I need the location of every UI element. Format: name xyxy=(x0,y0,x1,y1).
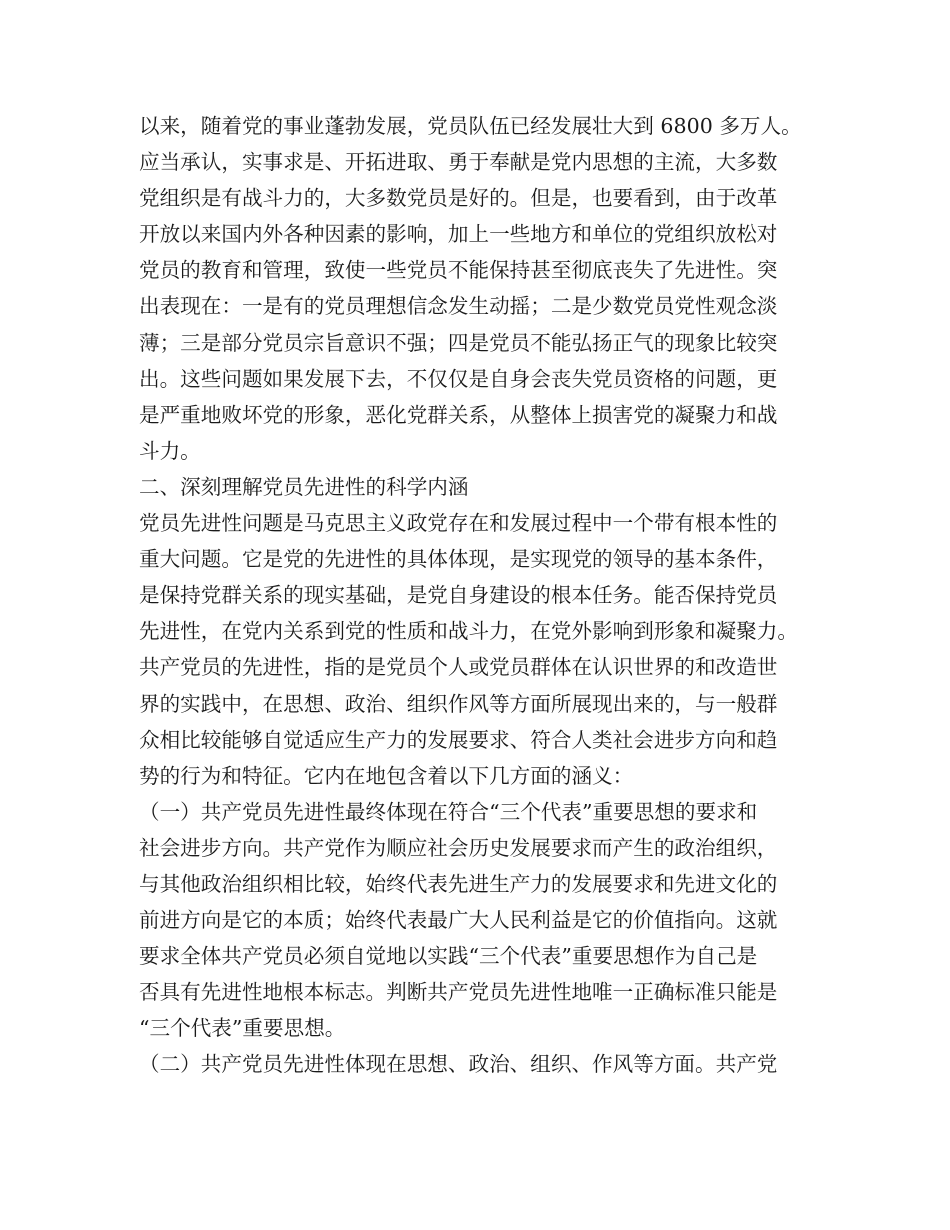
text-line: 重大问题。它是党的先进性的具体体现，是实现党的领导的基本条件， xyxy=(139,547,778,572)
text-line: 是保持党群关系的现实基础，是党自身建设的根本任务。能否保持党员 xyxy=(139,583,778,608)
text-line: 薄；三是部分党员宗旨意识不强；四是党员不能弘扬正气的现象比较突 xyxy=(139,330,778,355)
body-text xyxy=(139,108,829,1083)
subsection-heading: （二）共产党员先进性体现在思想、政治、组织、作风等方面。共产党 xyxy=(139,1052,778,1077)
text-line: 前进方向是它的本质；始终代表最广大人民利益是它的价值指向。这就 xyxy=(139,908,778,933)
text-line: 共产党员的先进性，指的是党员个人或党员群体在认识世界的和改造世 xyxy=(139,655,778,680)
subsection-heading: （一）共产党员先进性最终体现在符合“三个代表”重要思想的要求和 xyxy=(139,799,758,824)
text-line: 社会进步方向。共产党作为顺应社会历史发展要求而产生的政治组织， xyxy=(139,835,778,860)
text-line: 界的实践中，在思想、政治、组织作风等方面所展现出来的，与一般群 xyxy=(139,691,778,716)
text-line: 党员先进性问题是马克思主义政党存在和发展过程中一个带有根本性的 xyxy=(139,511,778,536)
text-line: 先进性，在党内关系到党的性质和战斗力，在党外影响到形象和凝聚力。 xyxy=(139,619,798,644)
text-line: 斗力。 xyxy=(139,438,201,463)
text-line: 要求全体共产党员必须自觉地以实践“三个代表”重要思想作为自己是 xyxy=(139,944,758,969)
text-line: “三个代表”重要思想。 xyxy=(139,1016,346,1041)
text-line: 否具有先进性地根本标志。判断共产党员先进性地唯一正确标准只能是 xyxy=(139,980,778,1005)
text-line: 应当承认，实事求是、开拓进取、勇于奉献是党内思想的主流，大多数 xyxy=(139,150,778,175)
text-line: 众相比较能够自觉适应生产力的发展要求、符合人类社会进步方向和趋 xyxy=(139,727,778,752)
text-line: 是严重地败坏党的形象，恶化党群关系，从整体上损害党的凝聚力和战 xyxy=(139,402,778,427)
text-line: 与其他政治组织相比较，始终代表先进生产力的发展要求和先进文化的 xyxy=(139,871,778,896)
text-line: 以来，随着党的事业蓬勃发展，党员队伍已经发展壮大到 6800 多万人。 xyxy=(139,114,802,138)
text-line: 出。这些问题如果发展下去，不仅仅是自身会丧失党员资格的问题，更 xyxy=(139,366,778,391)
text-line: 出表现在：一是有的党员理想信念发生动摇；二是少数党员党性观念淡 xyxy=(139,294,778,319)
text-line: 党员的教育和管理，致使一些党员不能保持甚至彻底丧失了先进性。突 xyxy=(139,258,778,283)
text-line: 开放以来国内外各种因素的影响，加上一些地方和单位的党组织放松对 xyxy=(139,222,778,247)
section-heading: 二、深刻理解党员先进性的科学内涵 xyxy=(139,474,469,499)
text-line: 势的行为和特征。它内在地包含着以下几方面的涵义： xyxy=(139,763,634,788)
text-line: 党组织是有战斗力的，大多数党员是好的。但是，也要看到，由于改革 xyxy=(139,186,778,211)
